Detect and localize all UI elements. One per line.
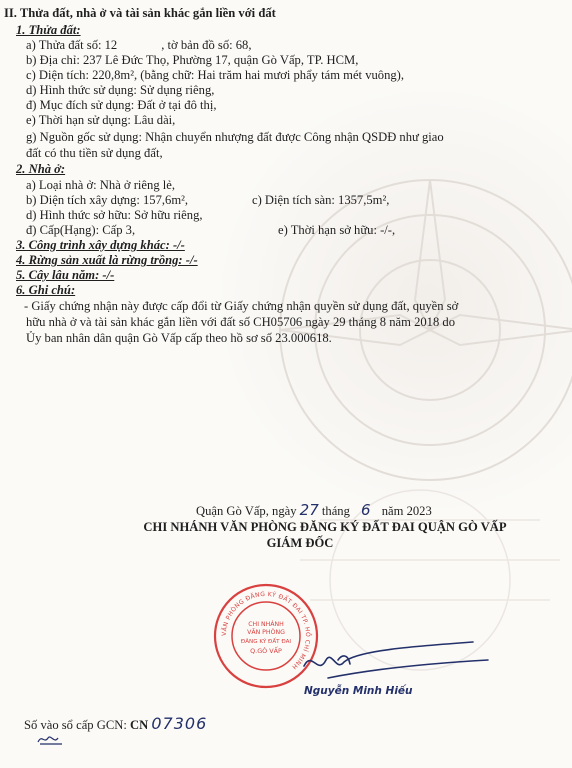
house-grade: đ) Cấp(Hạng): Cấp 3,: [26, 223, 136, 237]
stamp-line2: VĂN PHÒNG: [247, 629, 285, 636]
issuing-agency: CHI NHÁNH VĂN PHÒNG ĐĂNG KÝ ĐẤT ĐAI QUẬN GÒ VẤP: [143, 520, 507, 534]
note-line2: hữu nhà ở và tài sản khác gắn liền với đất số CH05706 ngày 29 tháng 8 năm 2018 do: [26, 315, 456, 329]
handwritten-signature: [298, 620, 498, 700]
house-type: a) Loại nhà ở: Nhà ở riêng lẻ,: [26, 178, 175, 192]
land-parcel-number: [26, 38, 252, 53]
issue-year: năm 2023: [381, 504, 432, 518]
land-address: b) Địa chỉ: 237 Lê Đức Thọ, Phường 17, quận Gò Vấp, TP. HCM,: [26, 53, 359, 67]
house-heading: 2. Nhà ở:: [16, 162, 66, 176]
registry-initials: [36, 732, 66, 746]
registry-value: 07306: [151, 714, 208, 733]
signer-title: GIÁM ĐỐC: [266, 536, 334, 550]
stamp-line3: ĐĂNG KÝ ĐẤT ĐAI: [240, 639, 292, 645]
issue-date: [196, 503, 432, 519]
section-title: II. Thửa đất, nhà ở và tài sản khác gắn liền với đất: [4, 6, 276, 20]
note-line3: Ủy ban nhân dân quận Gò Vấp cấp theo hồ sơ số 23.000618.: [26, 331, 332, 345]
issue-day: 27: [299, 501, 319, 519]
stamp-line1: CHI NHÁNH: [248, 621, 284, 628]
signer-name: Nguyễn Minh Hiếu: [304, 685, 413, 697]
other-construction: 3. Công trình xây dựng khác: -/-: [16, 238, 185, 252]
land-use-form: d) Hình thức sử dụng: Sử dụng riêng,: [26, 83, 215, 97]
land-parcel-number-text: a) Thửa đất số: 12: [26, 38, 118, 52]
planted-forest: 4. Rừng sản xuất là rừng trồng: -/-: [16, 253, 198, 267]
issue-place: Quận Gò Vấp, ngày: [196, 504, 297, 518]
land-use-term: e) Thời hạn sử dụng: Lâu dài,: [26, 113, 176, 127]
notes-heading: 6. Ghi chú:: [16, 283, 76, 297]
registry-label: Số vào sổ cấp GCN:: [24, 718, 127, 732]
land-origin-line2: đất có thu tiền sử dụng đất,: [26, 146, 163, 160]
registry-prefix: CN: [130, 718, 149, 732]
house-floor-area: c) Diện tích sàn: 1357,5m²,: [252, 193, 390, 207]
perennial-trees: 5. Cây lâu năm: -/-: [16, 268, 115, 282]
land-origin-line1: g) Nguồn gốc sử dụng: Nhận chuyển nhượng đất được Công nhận QSDĐ như giao: [26, 130, 444, 144]
land-map-sheet: , tờ bản đồ số: 68,: [161, 38, 252, 52]
stamp-ring-text: VĂN PHÒNG ĐĂNG KÝ ĐẤT ĐAI TP. HỒ CHÍ MINH: [220, 590, 312, 671]
land-heading: 1. Thửa đất:: [16, 23, 81, 37]
land-use-purpose: đ) Mục đích sử dụng: Đất ở tại đô thị,: [26, 98, 217, 112]
registry-number: [24, 716, 207, 733]
house-ownership-form: d) Hình thức sở hữu: Sở hữu riêng,: [26, 208, 203, 222]
stamp-line4: Q.GÒ VẤP: [250, 647, 282, 655]
land-area: c) Diện tích: 220,8m², (bằng chữ: Hai trăm hai mươi phẩy tám mét vuông),: [26, 68, 405, 82]
issue-month: 6: [361, 501, 371, 519]
house-construction-area: b) Diện tích xây dựng: 157,6m²,: [26, 193, 189, 207]
house-ownership-term: e) Thời hạn sở hữu: -/-,: [278, 223, 396, 237]
issue-month-label: tháng: [321, 504, 350, 518]
note-line1: - Giấy chứng nhận này được cấp đổi từ Giấy chứng nhận quyền sử dụng đất, quyền sở: [24, 299, 459, 313]
